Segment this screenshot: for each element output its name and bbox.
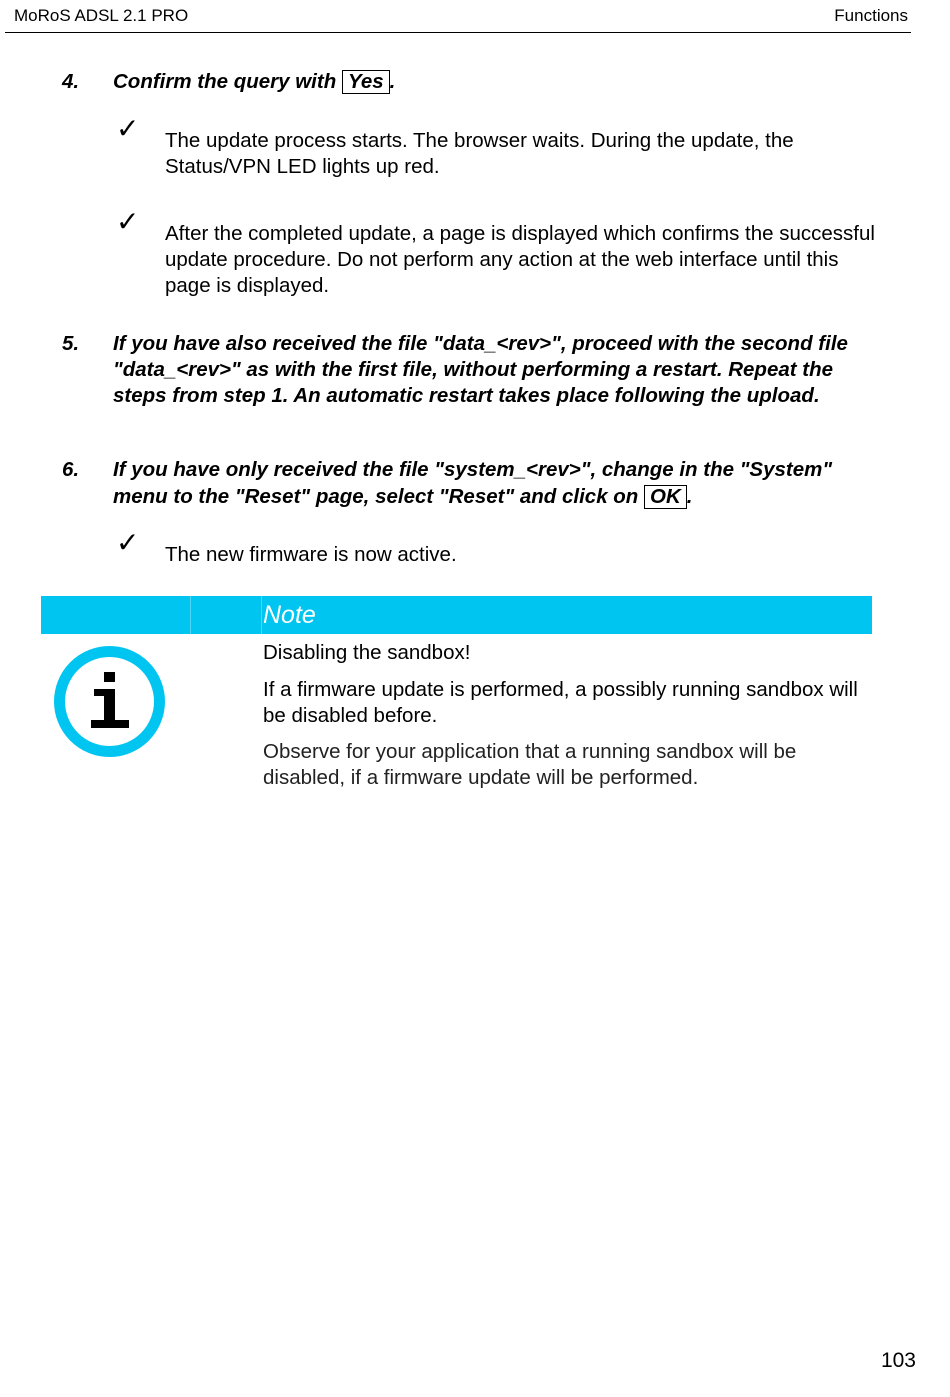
checkmark-icon: ✓ [116, 112, 140, 145]
note-bar-divider [190, 596, 191, 634]
step-number: 4. [62, 70, 80, 93]
step-text-end: . [389, 70, 396, 93]
note-header-bar [41, 596, 872, 634]
step-text-part: Confirm the query with [113, 70, 342, 93]
step-4 [62, 69, 882, 95]
header-document-title: MoRoS ADSL 2.1 PRO [14, 6, 189, 25]
checkmark-icon: ✓ [116, 526, 140, 559]
note-body: Observe for your application that a running sandbox will be disabled, if a firmware update will be performed. [263, 740, 797, 789]
yes-button-reference: Yes [342, 70, 390, 94]
step-text: If you have also received the file "data_<rev>", proceed with the second file "data_<rev>" as with the first file, without performing a restart. Repeat the steps from step 1. An automatic restart takes place following the upload. [113, 332, 848, 407]
step-text-end: . [686, 485, 693, 508]
header-divider [5, 32, 911, 33]
header-section-title: Functions [834, 6, 908, 25]
page-number: 103 [880, 1349, 916, 1372]
step-number: 6. [62, 458, 80, 481]
checklist-item [116, 112, 876, 180]
checklist-text: After the completed update, a page is displayed which confirms the successful update procedure. Do not perform any action at the web interface until this page is displayed. [165, 222, 875, 297]
step-text [113, 456, 882, 510]
checklist-text: The new firmware is now active. [165, 543, 457, 566]
checklist-text: The update process starts. The browser waits. During the update, the Status/VPN LED lights up red. [165, 129, 794, 178]
ok-button-reference: OK [644, 485, 687, 509]
info-icon [53, 645, 166, 758]
checklist-item [116, 526, 876, 568]
note-bar-divider [261, 596, 262, 634]
note-emphasis: If a firmware update is performed, a possibly running sandbox will be disabled before. [263, 678, 858, 727]
checklist-item [116, 205, 876, 299]
note-title: Note [263, 601, 316, 629]
checkmark-icon: ✓ [116, 205, 140, 238]
step-text [113, 69, 882, 95]
step-text-part: If you have only received the file "system_<rev>", change in the "System" menu to the "Reset" page, select "Reset" and click on [113, 458, 833, 508]
step-number: 5. [62, 332, 80, 355]
note-heading: Disabling the sandbox! [263, 641, 471, 664]
step-6 [62, 456, 882, 510]
step-5 [62, 331, 882, 409]
